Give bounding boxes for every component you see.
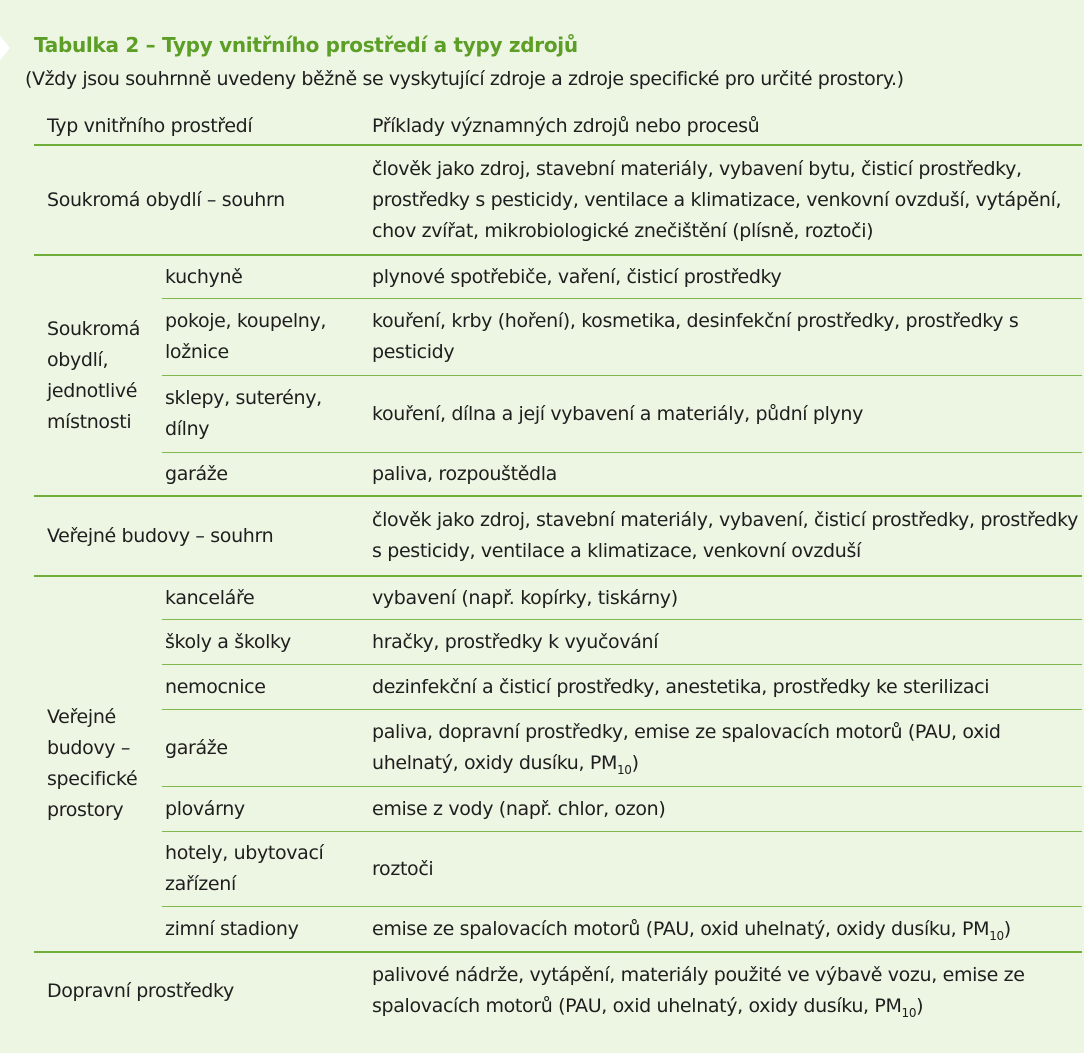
sources-text: emise ze spalovacích motorů (PAU, oxid uhelnatý, oxidy dusíku, PM [372,917,990,940]
closing-paren: ) [916,995,924,1017]
sources-text: palivové nádrže, vytápění, materiály použité ve výbavě vozu, emise ze spalovacích motorů (PAU, oxid uhelnatý, oxidy dusíku, PM [372,964,1025,1017]
table-row [34,710,1082,787]
summary-sources: člověk jako zdroj, stavební materiály, vybavení bytu, čisticí prostředky, prostředky s pesticidy, ventilace a klimatizace, venkovní ovzduší, vytápění, chov zvířat, mikrobiologické znečištění (plísně, roztoči) [372,157,1062,242]
group-label: Veřejné budovy – specifické prostory [34,576,162,952]
sources-text: paliva, dopravní prostředky, emise ze spalovacích motorů (PAU, oxid uhelnatý, oxidy dusíku, PM [372,721,1001,774]
subscript: 10 [617,762,632,777]
place-sources [368,710,1082,787]
table-row [34,620,1082,665]
place-label: pokoje, koupelny, ložnice [162,299,368,376]
place-label: garáže [162,453,368,497]
closing-paren: ) [1003,917,1011,940]
summary-sources: člověk jako zdroj, stavební materiály, vybavení, čisticí prostředky, prostředky s pesticidy, ventilace a klimatizace, venkovní ovzduší [368,496,1082,576]
table-row [34,453,1082,497]
section-arrow-marker [0,36,10,60]
place-sources [368,907,1082,953]
place-sources: kouření, dílna a její vybavení a materiály, půdní plyny [368,376,1082,453]
sources-table [34,108,1082,1029]
place-label: garáže [162,710,368,787]
place-label: kanceláře [162,576,368,620]
place-sources: vybavení (např. kopírky, tiskárny) [368,576,1082,620]
table-row [34,376,1082,453]
place-label: plovárny [162,787,368,832]
transport-sources [368,952,1082,1029]
summary-label: Soukromá obydlí – souhrn [47,188,285,211]
place-sources: paliva, rozpouštědla [368,453,1082,497]
table-row [34,255,1082,299]
place-sources: roztoči [368,832,1082,907]
summary-label: Veřejné budovy – souhrn [34,496,368,576]
place-sources: dezinfekční a čisticí prostředky, anestetika, prostředky ke sterilizaci [368,665,1082,710]
transport-label: Dopravní prostředky [34,952,368,1029]
table-row [34,299,1082,376]
place-sources: hračky, prostředky k vyučování [368,620,1082,665]
subscript: 10 [901,1005,917,1020]
table-row [34,496,1082,576]
table-row [34,576,1082,620]
table-row [34,665,1082,710]
place-label: hotely, ubytovací zařízení [162,832,368,907]
subscript: 10 [989,928,1004,943]
table-row [34,907,1082,953]
table-title: Tabulka 2 – Typy vnitřního prostředí a typy zdrojů [34,33,578,57]
table-subtitle: (Vždy jsou souhrnně uvedeny běžně se vyskytující zdroje a zdroje specifické pro určité prostory.) [25,68,904,90]
closing-paren: ) [631,752,639,774]
place-label: sklepy, suterény, dílny [162,376,368,453]
place-label: zimní stadiony [162,907,368,953]
header-sources: Příklady významných zdrojů nebo procesů [368,108,1082,145]
table-row [34,787,1082,832]
table-row [34,952,1082,1029]
place-sources: emise z vody (např. chlor, ozon) [368,787,1082,832]
group-label: Soukromá obydlí, jednotlivé místnosti [34,255,162,496]
table-row [34,832,1082,907]
header-environment-type: Typ vnitřního prostředí [34,108,368,145]
table-row [34,145,1082,255]
place-sources: kouření, krby (hoření), kosmetika, desinfekční prostředky, prostředky s pesticidy [368,299,1082,376]
table-header-row [34,108,1082,145]
place-label: kuchyně [162,255,368,299]
place-sources: plynové spotřebiče, vaření, čisticí prostředky [368,255,1082,299]
place-label: školy a školky [162,620,368,665]
place-label: nemocnice [162,665,368,710]
